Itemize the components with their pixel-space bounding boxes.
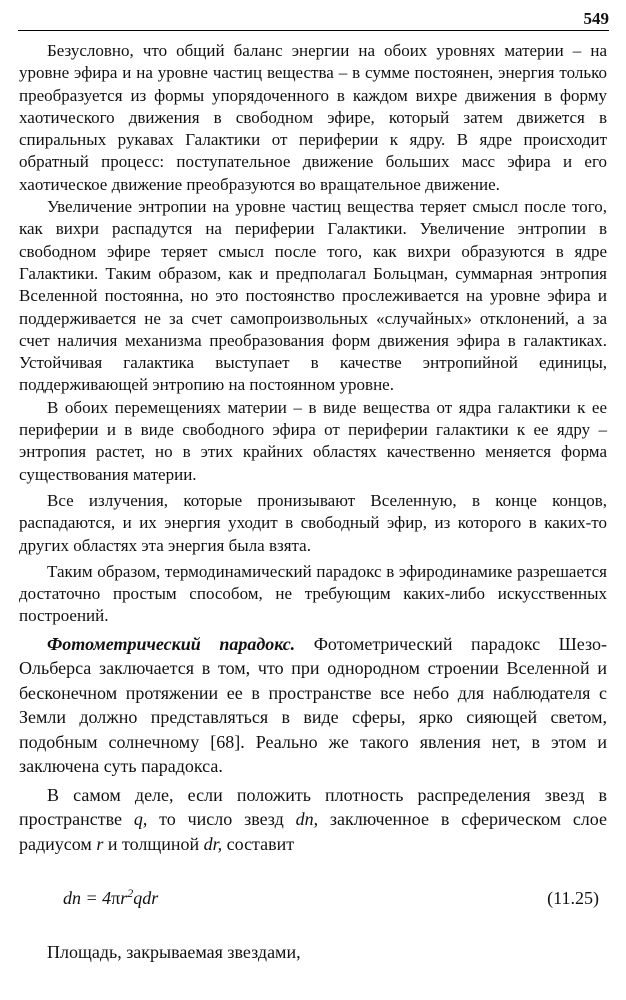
variable-dr: dr, — [203, 833, 223, 854]
variable-r: r — [96, 833, 104, 854]
photometric-text: Фотометрический парадокс Шезо-Ольберса заключается в том, что при однородном строении Вселенной и бесконечном протяжении ее в пространстве все небо для наблюдателя с Земли должно представляться в виде сферы, ярко сияющей светом, подобным солнечному [68]. Реально же такого явления нет, в этом и заключена суть парадокса. — [19, 633, 607, 777]
paragraph-radiation: Все излучения, которые пронизывают Вселенную, в конце концов, распадаются, и их энергия уходит в свободный эфир, из которого в каких-то других областях эта энергия была взята. — [19, 490, 607, 555]
paragraph-photometric-paradox — [19, 632, 607, 779]
variable-q: q — [133, 809, 143, 830]
density-text-3: , заключенное в сферическом слое радиусом — [19, 809, 607, 854]
paragraph-entropy: Увеличение энтропии на уровне частиц вещества теряет смысл после того, как вихри распадутся на периферии Галактики. Увеличение энтропии в свободном эфире теряет смысл после того, как вихри образуются в ядре Галактики. Таким образом, как и предполагал Больцман, суммарная энтропия Вселенной постоянна, но это постоянство прослеживается на уровне эфира и поддерживается не за счет самопроизвольных «случайных» отклонений, а за счет наличия механизма преобразования форм движения эфира в галактиках. Устойчивая галактика выступает в качестве энтропийной единицы, поддерживающей энтропию на постоянном уровне. — [19, 197, 607, 395]
header-rule — [18, 30, 609, 31]
formula-rest: qdr — [133, 888, 159, 909]
equation-number: (11.25) — [547, 888, 599, 909]
density-text-2: , то число звезд — [142, 809, 296, 830]
formula-pi: π — [111, 888, 121, 909]
formula — [63, 888, 158, 909]
variable-dn: dn — [295, 809, 314, 830]
equation-11-25 — [19, 888, 607, 916]
density-text-5: составит — [222, 833, 295, 854]
paragraph-matter-movement: В обоих перемещениях материи – в виде вещества от ядра галактики к ее периферии и в виде свободного эфира от периферии галактики к ее ядру – энтропия растет, но в этих крайних областях качественно меняется форма существования материи. — [19, 397, 607, 484]
density-text-1: В самом деле, если положить плотность распределения звезд в пространстве — [19, 784, 607, 830]
paragraph-thermodynamic-conclusion: Таким образом, термодинамический парадокс в эфиродинамике разрешается достаточно простым способом, не требующим каких-либо искусственных построений. — [19, 561, 607, 626]
section-heading-photometric: Фотометрический парадокс. — [47, 633, 296, 654]
formula-exponent: 2 — [127, 886, 134, 901]
formula-r: r — [120, 888, 128, 909]
paragraph-area: Площадь, закрываемая звездами, — [47, 942, 301, 963]
density-text-4: и толщиной — [103, 833, 204, 854]
paragraph-energy-balance: Безусловно, что общий баланс энергии на обоих уровнях материи – на уровне эфира и на уровне частиц вещества – в сумме постоянен, энергия только преобразуется из формы упорядоченного в каждом вихре движения в форму хаотического движения в свободном эфире, который затем движется в спиральных рукавах Галактики от периферии к ядру. В ядре происходит обратный процесс: поступательное движение больших масс эфира и его хаотическое движение преобразуются во вращательное движение. — [19, 41, 607, 194]
paragraph-star-density — [19, 783, 607, 857]
body-text — [19, 40, 607, 964]
page-number: 549 — [583, 9, 609, 28]
formula-lhs: dn = 4 — [63, 888, 112, 909]
